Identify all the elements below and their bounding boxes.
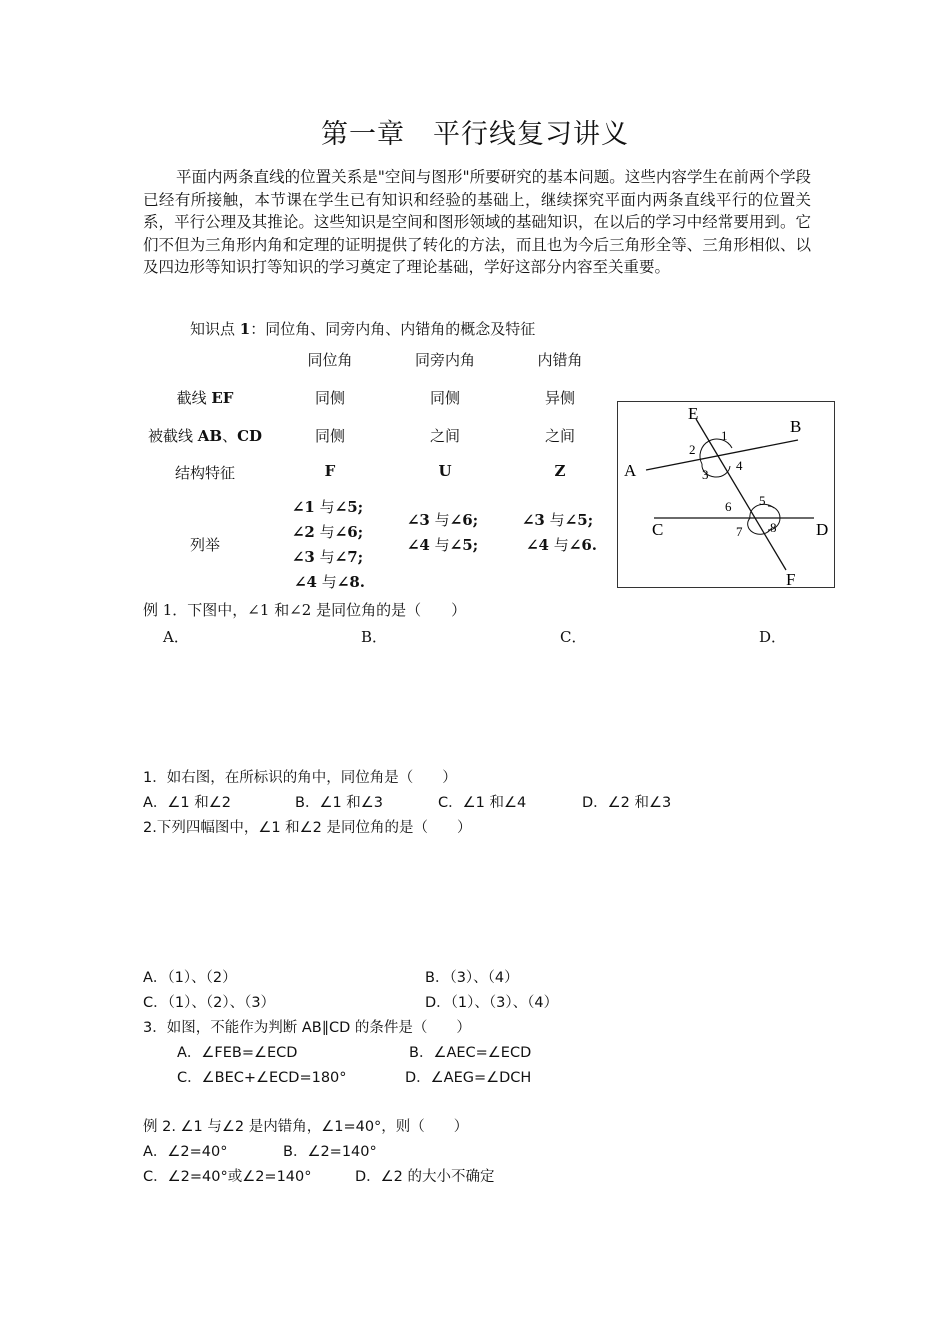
row-label-bold: CD [237, 427, 263, 445]
row-label-text: 截线 [176, 389, 212, 407]
angle-label-5: 5 [759, 493, 766, 508]
row-label-text: 被截线 [147, 427, 198, 445]
angle: ∠5; [564, 511, 594, 529]
angle-label-8: 8 [770, 520, 777, 535]
conjunction: 与 [314, 523, 335, 541]
kp-prefix: 知识点 [190, 320, 240, 338]
row-label-bold: AB [197, 427, 223, 445]
conjunction: 与 [549, 536, 569, 554]
example2-option-b: B．∠2=140° [283, 1144, 377, 1160]
angle: ∠6; [334, 523, 364, 541]
angle-label-1: 1 [721, 428, 728, 443]
angle: ∠3 [406, 511, 430, 529]
row-label-examples: 列举 [189, 536, 220, 554]
q3-question: 3．如图，不能作为判断 AB∥CD 的条件是（ ） [143, 1020, 471, 1036]
q2-option-d: D．（1）、（3）、（4） [425, 995, 559, 1011]
angle: ∠2 [291, 523, 315, 541]
example2-option-d: D．∠2 的大小不确定 [355, 1169, 495, 1185]
example-corresponding-1 [280, 496, 375, 517]
row-label-cut-lines [140, 425, 270, 446]
angle: ∠4 [406, 536, 430, 554]
example-corresponding-2 [280, 521, 375, 542]
q2-option-c: C．（1）、（2）、（3） [143, 995, 276, 1011]
example2-option-a: A．∠2=40° [143, 1144, 228, 1160]
angle: ∠4 [293, 573, 317, 591]
cell-cut-corresponding: 同侧 [314, 427, 345, 445]
q1-question: 1．如右图，在所标识的角中，同位角是（ ） [143, 770, 457, 786]
angle-label-2: 2 [689, 442, 696, 457]
intro-paragraph: 平面内两条直线的位置关系是"空间与图形"所要研究的基本问题。这些内容学生在前两个学段已经有所接触，本节课在学生已有知识和经验的基础上，继续探究平面内两条直线平行的位置关系，平行公理及其推论。这些知识是空间和图形领域的基础知识，在以后的学习中经常要用到。它们不但为三角形内角和定理的证明提供了转化的方法，而且也为今后三角形全等、三角形相似、以及四边形等知识打等知识的学习奠定了理论基础，学好这部分内容至关重要。 [143, 168, 811, 277]
label-a: A [624, 461, 637, 480]
conjunction: 与 [314, 548, 335, 566]
angle: ∠6; [449, 511, 479, 529]
angle: ∠6. [568, 536, 598, 554]
q3-option-d: D．∠AEG=∠DCH [405, 1070, 532, 1086]
kp-number: 1 [239, 320, 251, 338]
row-label-transversal [150, 387, 260, 408]
angle: ∠8. [336, 573, 366, 591]
figure-svg [618, 402, 834, 587]
cell-structure-f: F [324, 462, 336, 480]
example-same-side-1 [395, 509, 490, 530]
header-alternate-interior: 内错角 [537, 351, 583, 369]
example1-option-c: C． [560, 628, 587, 646]
conjunction: 与 [314, 498, 335, 516]
angle-label-3: 3 [702, 467, 709, 482]
angle: ∠3 [521, 511, 545, 529]
row-label-bold: EF [211, 389, 234, 407]
page-title: 第一章 平行线复习讲义 [321, 119, 629, 150]
angle-arc-7 [748, 518, 770, 534]
cell-transversal-corresponding: 同侧 [314, 389, 345, 407]
label-e: E [688, 404, 699, 423]
angle: ∠7; [334, 548, 364, 566]
cell-structure-u: U [438, 462, 452, 480]
q3-option-c: C．∠BEC+∠ECD=180° [177, 1070, 347, 1086]
example1-question: 例 1．下图中，∠1 和∠2 是同位角的是（ ） [143, 601, 467, 619]
example-alternate-1 [510, 509, 605, 530]
row-label-sep: 、 [222, 427, 238, 445]
angle: ∠4 [525, 536, 549, 554]
label-d: D [816, 520, 829, 539]
row-label-structure: 结构特征 [174, 464, 235, 482]
angle-label-4: 4 [736, 458, 743, 473]
label-b: B [790, 417, 802, 436]
example2-option-c: C．∠2=40°或∠2=140° [143, 1169, 312, 1185]
conjunction: 与 [317, 573, 337, 591]
header-same-side-interior: 同旁内角 [414, 351, 475, 369]
conjunction: 与 [544, 511, 565, 529]
q1-option-a: A．∠1 和∠2 [143, 795, 231, 811]
q1-option-b: B．∠1 和∠3 [295, 795, 384, 811]
q1-option-d: D．∠2 和∠3 [582, 795, 672, 811]
example1-option-a: A． [163, 628, 189, 646]
example-corresponding-3 [280, 546, 375, 567]
q1-option-c: C．∠1 和∠4 [438, 795, 527, 811]
knowledge-point-heading [190, 318, 535, 339]
cell-cut-same-side: 之间 [429, 427, 460, 445]
conjunction: 与 [429, 536, 450, 554]
label-f: F [786, 570, 796, 587]
q3-option-a: A．∠FEB=∠ECD [177, 1045, 298, 1061]
example1-option-d: D． [759, 628, 787, 646]
cell-cut-alternate: 之间 [544, 427, 575, 445]
example-same-side-2 [395, 534, 490, 555]
angle-label-7: 7 [736, 524, 743, 539]
example1-option-b: B． [361, 628, 388, 646]
header-corresponding: 同位角 [307, 351, 353, 369]
line-ef [696, 419, 786, 570]
q2-option-b: B．（3）、（4） [425, 970, 519, 986]
parallel-lines-figure [617, 401, 835, 588]
angle-label-6: 6 [725, 499, 732, 514]
angle: ∠5; [449, 536, 479, 554]
example-alternate-2 [514, 534, 609, 555]
cell-transversal-same-side: 同侧 [429, 389, 460, 407]
line-ab [646, 440, 798, 470]
example-corresponding-4 [282, 571, 377, 592]
label-c: C [652, 520, 664, 539]
angle: ∠1 [291, 498, 315, 516]
cell-structure-z: Z [554, 462, 566, 480]
kp-text: ：同位角、同旁内角、内错角的概念及特征 [250, 320, 536, 338]
q2-question: 2.下列四幅图中，∠1 和∠2 是同位角的是（ ） [143, 820, 472, 836]
example2-question: 例 2. ∠1 与∠2 是内错角，∠1=40°，则（ ） [143, 1119, 469, 1135]
conjunction: 与 [429, 511, 450, 529]
angle: ∠5; [334, 498, 364, 516]
q2-option-a: A．（1）、（2） [143, 970, 237, 986]
angle: ∠3 [291, 548, 315, 566]
cell-transversal-alternate: 异侧 [544, 389, 575, 407]
q3-option-b: B．∠AEC=∠ECD [409, 1045, 532, 1061]
